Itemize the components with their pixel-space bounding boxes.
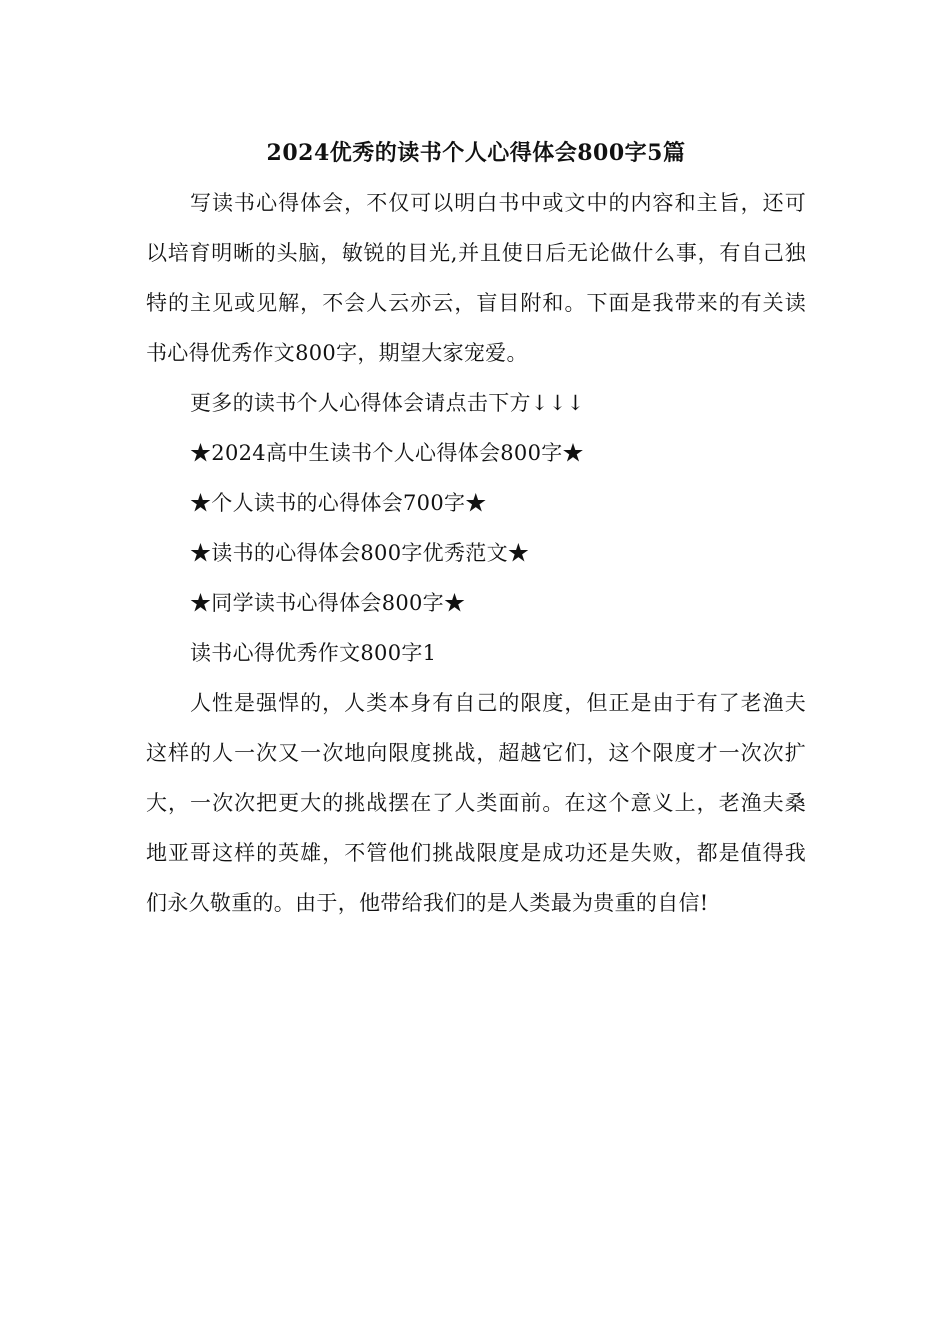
document-title: 2024优秀的读书个人心得体会800字5篇	[266, 140, 686, 166]
related-link-2[interactable]: ★个人读书的心得体会700字★	[190, 491, 487, 515]
more-prompt: 更多的读书个人心得体会请点击下方↓↓↓	[190, 391, 585, 415]
intro-paragraph: 写读书心得体会，不仅可以明白书中或文中的内容和主旨，还可以培育明晰的头脑，敏锐的目光,并且使日后无论做什么事，有自己独特的主见或见解，不会人云亦云，盲目附和。下面是我带来的有关读书心得优秀作文800字，期望大家宠爱。	[146, 191, 806, 365]
document-content	[146, 132, 806, 928]
section-heading: 读书心得优秀作文800字1	[190, 641, 437, 665]
related-link-3[interactable]: ★读书的心得体会800字优秀范文★	[190, 541, 530, 565]
related-link-1[interactable]: ★2024高中生读书个人心得体会800字★	[190, 441, 584, 465]
related-link-4[interactable]: ★同学读书心得体会800字★	[190, 591, 466, 615]
body-paragraph: 人性是强悍的，人类本身有自己的限度，但正是由于有了老渔夫这样的人一次又一次地向限度挑战，超越它们，这个限度才一次次扩大，一次次把更大的挑战摆在了人类面前。在这个意义上，老渔夫桑地亚哥这样的英雄，不管他们挑战限度是成功还是失败，都是值得我们永久敬重的。由于，他带给我们的是人类最为贵重的自信!	[146, 691, 806, 915]
